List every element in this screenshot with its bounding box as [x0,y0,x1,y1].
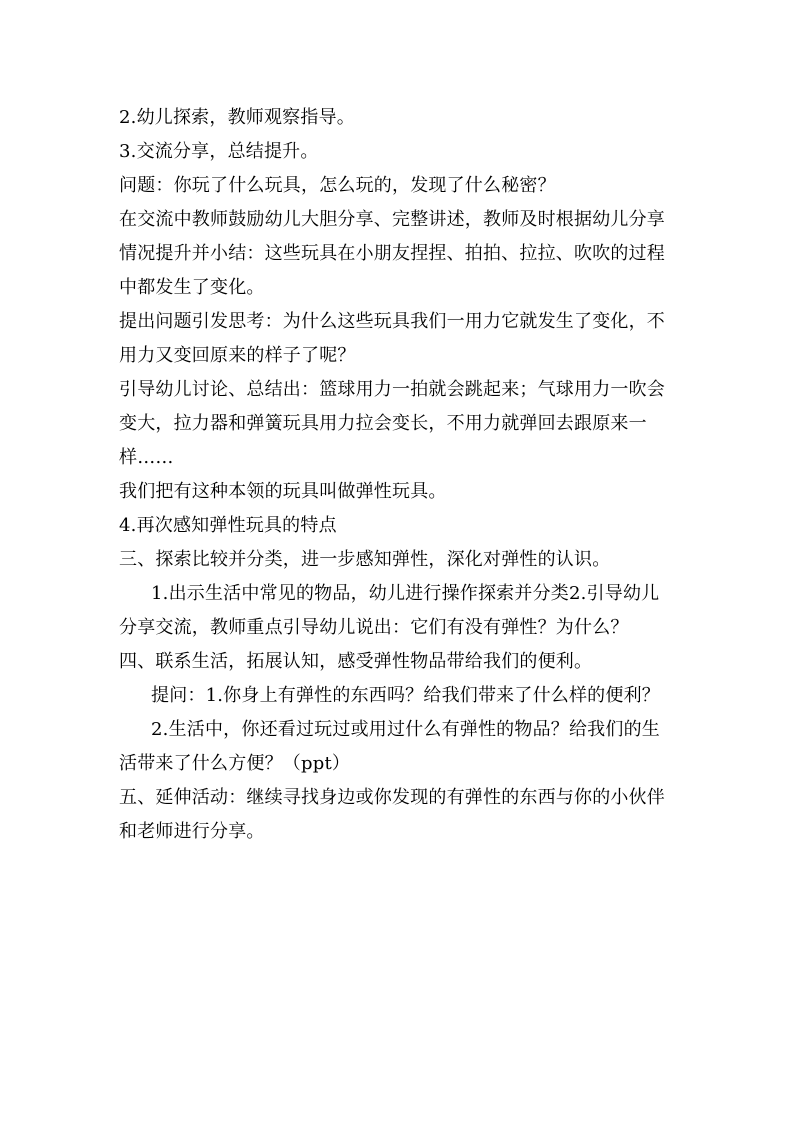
text-line: 变大，拉力器和弹簧玩具用力拉会变长，不用力就弹回去跟原来一 [119,413,647,434]
paragraph-classification [119,577,679,645]
text-line: 提问：1.你身上有弹性的东西吗？给我们带来了什么样的便利？ [151,685,660,706]
text-line: 引导幼儿讨论、总结出：篮球用力一拍就会跳起来；气球用力一吹会 [119,379,665,400]
text-line: 4.再次感知弹性玩具的特点 [119,515,337,536]
text-line: 中都发生了变化。 [119,277,265,298]
section-heading-5 [119,781,679,849]
document-body [119,101,679,849]
text-line: 三、探索比较并分类，进一步感知弹性，深化对弹性的认识。 [119,549,611,570]
text-line: 我们把有这种本领的玩具叫做弹性玩具。 [119,481,447,502]
text-line: 和老师进行分享。 [119,821,265,842]
paragraph-ask-1 [119,679,679,713]
paragraph-step-3 [119,135,679,169]
text-line: 提出问题引发思考：为什么这些玩具我们一用力它就发生了变化，不 [119,311,665,332]
text-line: 情况提升并小结：这些玩具在小朋友捏捏、拍拍、拉拉、吹吹的过程 [119,243,665,264]
section-heading-4 [119,645,679,679]
paragraph-sharing [119,203,679,305]
text-line: 2.幼儿探索，教师观察指导。 [119,107,355,128]
text-line: 四、联系生活，拓展认知，感受弹性物品带给我们的便利。 [119,651,593,672]
paragraph-ask-2 [119,713,679,781]
text-line: 样…… [119,447,174,468]
section-heading-3 [119,543,679,577]
paragraph-thinking-question [119,305,679,373]
text-line: 五、延伸活动：继续寻找身边或你发现的有弹性的东西与你的小伙伴 [119,787,665,808]
text-line: 用力又变回原来的样子了呢？ [119,345,356,366]
text-line: 1.出示生活中常见的物品，幼儿进行操作探索并分类2.引导幼儿 [151,583,660,604]
paragraph-elastic-toys [119,475,679,509]
text-line: 在交流中教师鼓励幼儿大胆分享、完整讲述，教师及时根据幼儿分享 [119,209,665,230]
paragraph-step-4 [119,509,679,543]
text-line: 活带来了什么方便？（ppt） [119,753,351,774]
paragraph-summary [119,373,679,475]
text-line: 分享交流，教师重点引导幼儿说出：它们有没有弹性？为什么？ [119,617,629,638]
text-line: 问题：你玩了什么玩具，怎么玩的，发现了什么秘密？ [119,175,556,196]
text-line: 3.交流分享，总结提升。 [119,141,319,162]
text-line: 2.生活中，你还看过玩过或用过什么有弹性的物品？给我们的生 [151,719,660,740]
paragraph-question [119,169,679,203]
paragraph-step-2 [119,101,679,135]
